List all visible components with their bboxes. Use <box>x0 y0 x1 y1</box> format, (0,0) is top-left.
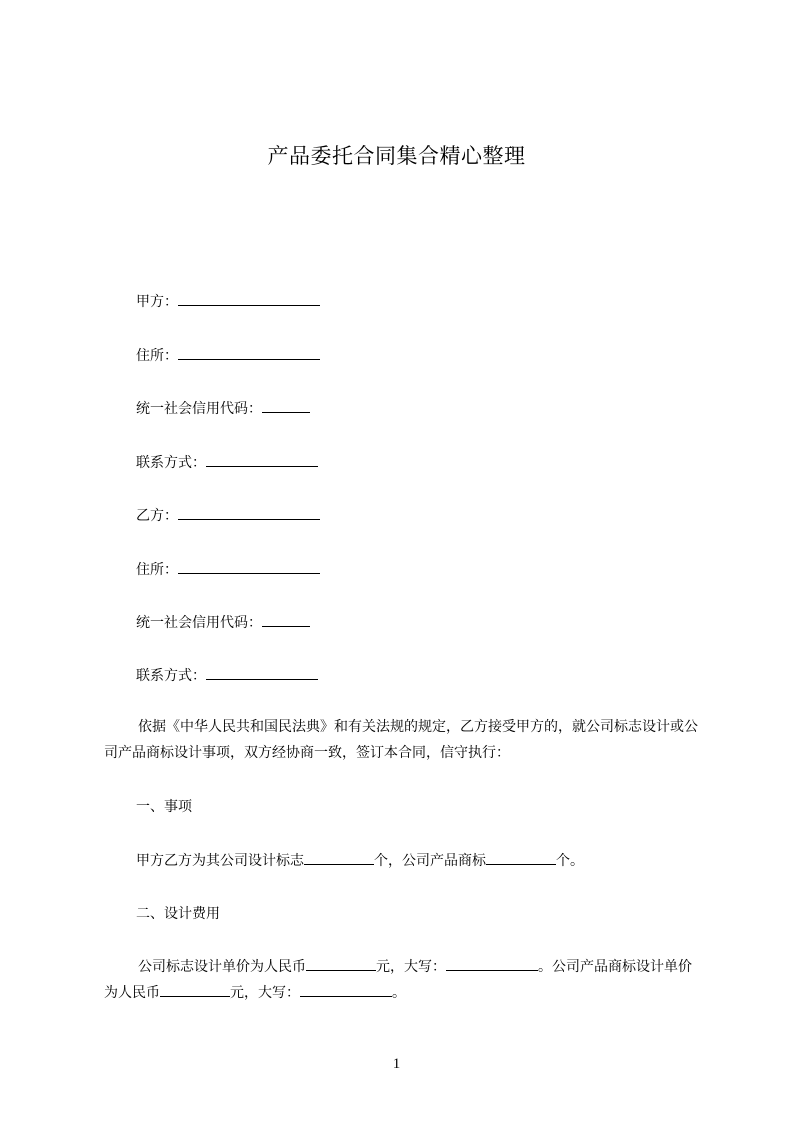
party-b-address-blank[interactable] <box>178 559 320 574</box>
logo-count-blank[interactable] <box>304 850 374 865</box>
preamble-paragraph: 依据《中华人民共和国民法典》和有关法规的规定，乙方接受甲方的，就公司标志设计或公司产品商标设计事项，双方经协商一致，签订本合同，信守执行： <box>104 719 698 761</box>
party-a-address-label: 住所： <box>136 348 178 364</box>
page-number: 1 <box>392 1056 401 1072</box>
party-b-address-label: 住所： <box>136 562 178 578</box>
section2-body <box>104 954 704 1006</box>
party-b-credit-code-blank[interactable] <box>262 612 310 627</box>
section2-heading: 二、设计费用 <box>136 906 220 922</box>
logo-price-words-blank[interactable] <box>446 956 538 971</box>
section2-text-c: 。公司产品商标设计单价为人民币 <box>104 959 692 1001</box>
section1-text-b: 个，公司产品商标 <box>374 853 486 869</box>
section1-body <box>136 850 584 871</box>
logo-price-blank[interactable] <box>306 956 376 971</box>
party-b-name-line <box>136 505 320 526</box>
section2-text-d: 元，大写： <box>230 985 300 1001</box>
section2-text-e: 。 <box>392 985 406 1001</box>
trademark-price-words-blank[interactable] <box>300 982 392 997</box>
section2-text-a: 公司标志设计单价为人民币 <box>138 959 306 975</box>
section1-text-c: 个。 <box>556 853 584 869</box>
party-a-address-line <box>136 345 320 366</box>
document-title: 产品委托合同集合精心整理 <box>267 144 526 168</box>
party-a-address-blank[interactable] <box>178 345 320 360</box>
section1-text-a: 甲方乙方为其公司设计标志 <box>136 853 304 869</box>
party-a-contact-line <box>136 452 318 473</box>
party-a-contact-blank[interactable] <box>206 452 318 467</box>
party-b-credit-code-line <box>136 612 310 633</box>
party-a-credit-code-blank[interactable] <box>262 398 310 413</box>
party-b-name-blank[interactable] <box>178 505 320 520</box>
party-a-name-line <box>136 291 320 312</box>
party-a-name-label: 甲方： <box>136 294 178 310</box>
section2-text-b: 元，大写： <box>376 959 446 975</box>
party-b-contact-blank[interactable] <box>206 665 318 680</box>
party-b-address-line <box>136 559 320 580</box>
party-a-credit-code-line <box>136 398 310 419</box>
section1-heading: 一、事项 <box>136 799 192 815</box>
trademark-price-blank[interactable] <box>160 982 230 997</box>
party-b-name-label: 乙方： <box>136 508 178 524</box>
party-b-contact-label: 联系方式： <box>136 668 206 684</box>
party-a-name-blank[interactable] <box>178 291 320 306</box>
party-b-credit-code-label: 统一社会信用代码： <box>136 615 262 631</box>
party-a-contact-label: 联系方式： <box>136 455 206 471</box>
trademark-count-blank[interactable] <box>486 850 556 865</box>
party-b-contact-line <box>136 665 318 686</box>
party-a-credit-code-label: 统一社会信用代码： <box>136 401 262 417</box>
